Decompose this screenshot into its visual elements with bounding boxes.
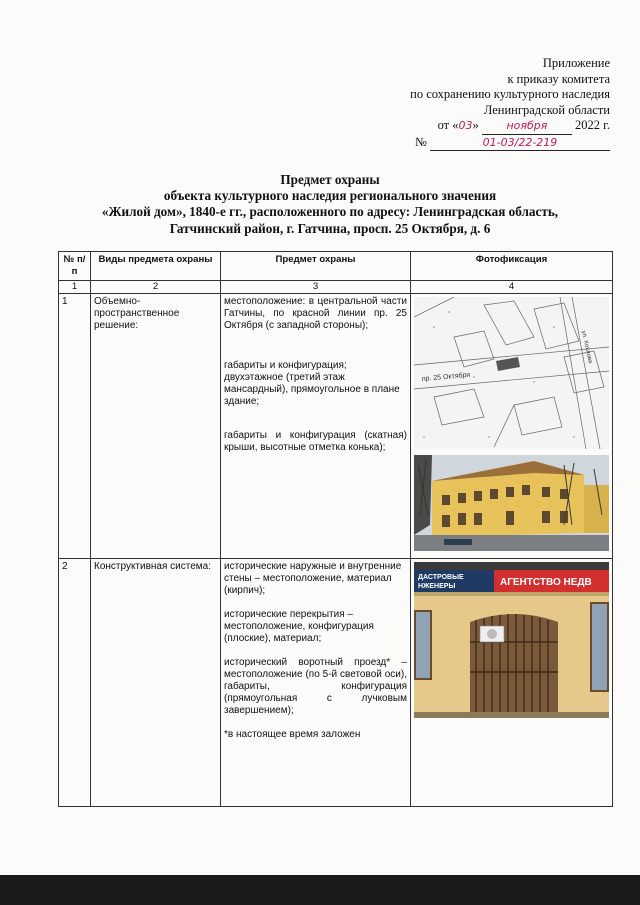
appendix-line: по сохранению культурного наследия (410, 87, 610, 101)
subject-item-note: *в настоящее время заложен (224, 729, 361, 740)
col-number: 1 (59, 281, 91, 294)
header-kind: Виды предмета охраны (91, 252, 221, 281)
row-subjects (221, 294, 411, 559)
subject-item: исторические перекрытия – местоположение, конфигурация (плоские), материал; (224, 609, 374, 644)
document-title (40, 172, 620, 237)
appendix-line: к приказу комитета (507, 71, 610, 86)
protection-table (58, 251, 613, 807)
sign-right-text: АГЕНТСТВО НЕДВ (500, 577, 592, 588)
title-line: «Жилой дом», 1840-е гг., расположенного по адресу: Ленинградская область, (101, 204, 559, 220)
gate-image (414, 562, 609, 718)
row-photos (411, 559, 613, 807)
column-number-row (59, 281, 613, 294)
sign-left-text: ДАСТРОВЫЕ (418, 574, 464, 581)
row-kind: Объемно-пространственное решение: (91, 294, 221, 559)
appendix-block (410, 56, 610, 151)
row-subjects (221, 559, 411, 807)
subject-item: местоположение: в центральной части Гатчины, по красной линии пр. 25 Октября (с западной стороны); (224, 296, 407, 331)
appendix-line: Ленинградской области (483, 102, 610, 117)
col-number: 3 (221, 281, 411, 294)
table-row (59, 559, 613, 807)
order-date: от «03» ноября 2022 г. (410, 118, 610, 135)
map-image (414, 297, 609, 449)
row-number: 2 (59, 559, 91, 807)
col-number: 4 (411, 281, 613, 294)
header-subject: Предмет охраны (221, 252, 411, 281)
handwritten-month: ноября (482, 118, 572, 135)
map-street-label: пр. 25 Октября (421, 371, 471, 383)
handwritten-number: 01-03/22-219 (430, 135, 610, 152)
subject-item: габариты и конфигурация; двухэтажное (третий этаж мансардный), прямоугольное в плане здание; (224, 360, 400, 407)
row-photos (411, 294, 613, 559)
row-number: 1 (59, 294, 91, 559)
header-num: № п/п (59, 252, 91, 281)
svg-text:НЖЕНЕРЫ: НЖЕНЕРЫ (418, 583, 456, 590)
handwritten-day: 03 (458, 119, 473, 132)
subject-item: габариты и конфигурация (скатная) крыши, высотные отметка конька); (224, 430, 407, 453)
subject-item: исторический воротный проезд* – местоположение (по 5-й световой оси), габариты, конфигурация (прямоугольная с лучковым завершением); (224, 657, 407, 716)
row-kind: Конструктивная система: (91, 559, 221, 807)
map-side-street-label: ул. Хохлова (580, 330, 593, 364)
facade-photo (414, 455, 609, 551)
table-header-row (59, 252, 613, 281)
header-photo: Фотофиксация (411, 252, 613, 281)
title-line: объекта культурного наследия регионального значения (163, 188, 497, 204)
table-row (59, 294, 613, 559)
appendix-line: Приложение (542, 56, 610, 70)
col-number: 2 (91, 281, 221, 294)
title-line: Гатчинский район, г. Гатчина, просп. 25 Октября, д. 6 (169, 220, 491, 236)
gate-photo (414, 562, 609, 718)
subject-item: исторические наружные и внутренние стены – местоположение, материал (кирпич); (224, 561, 402, 596)
location-map (414, 297, 609, 449)
facade-image (414, 455, 609, 551)
title-line: Предмет охраны (280, 172, 380, 187)
order-number: № 01-03/22-219 (410, 135, 610, 152)
